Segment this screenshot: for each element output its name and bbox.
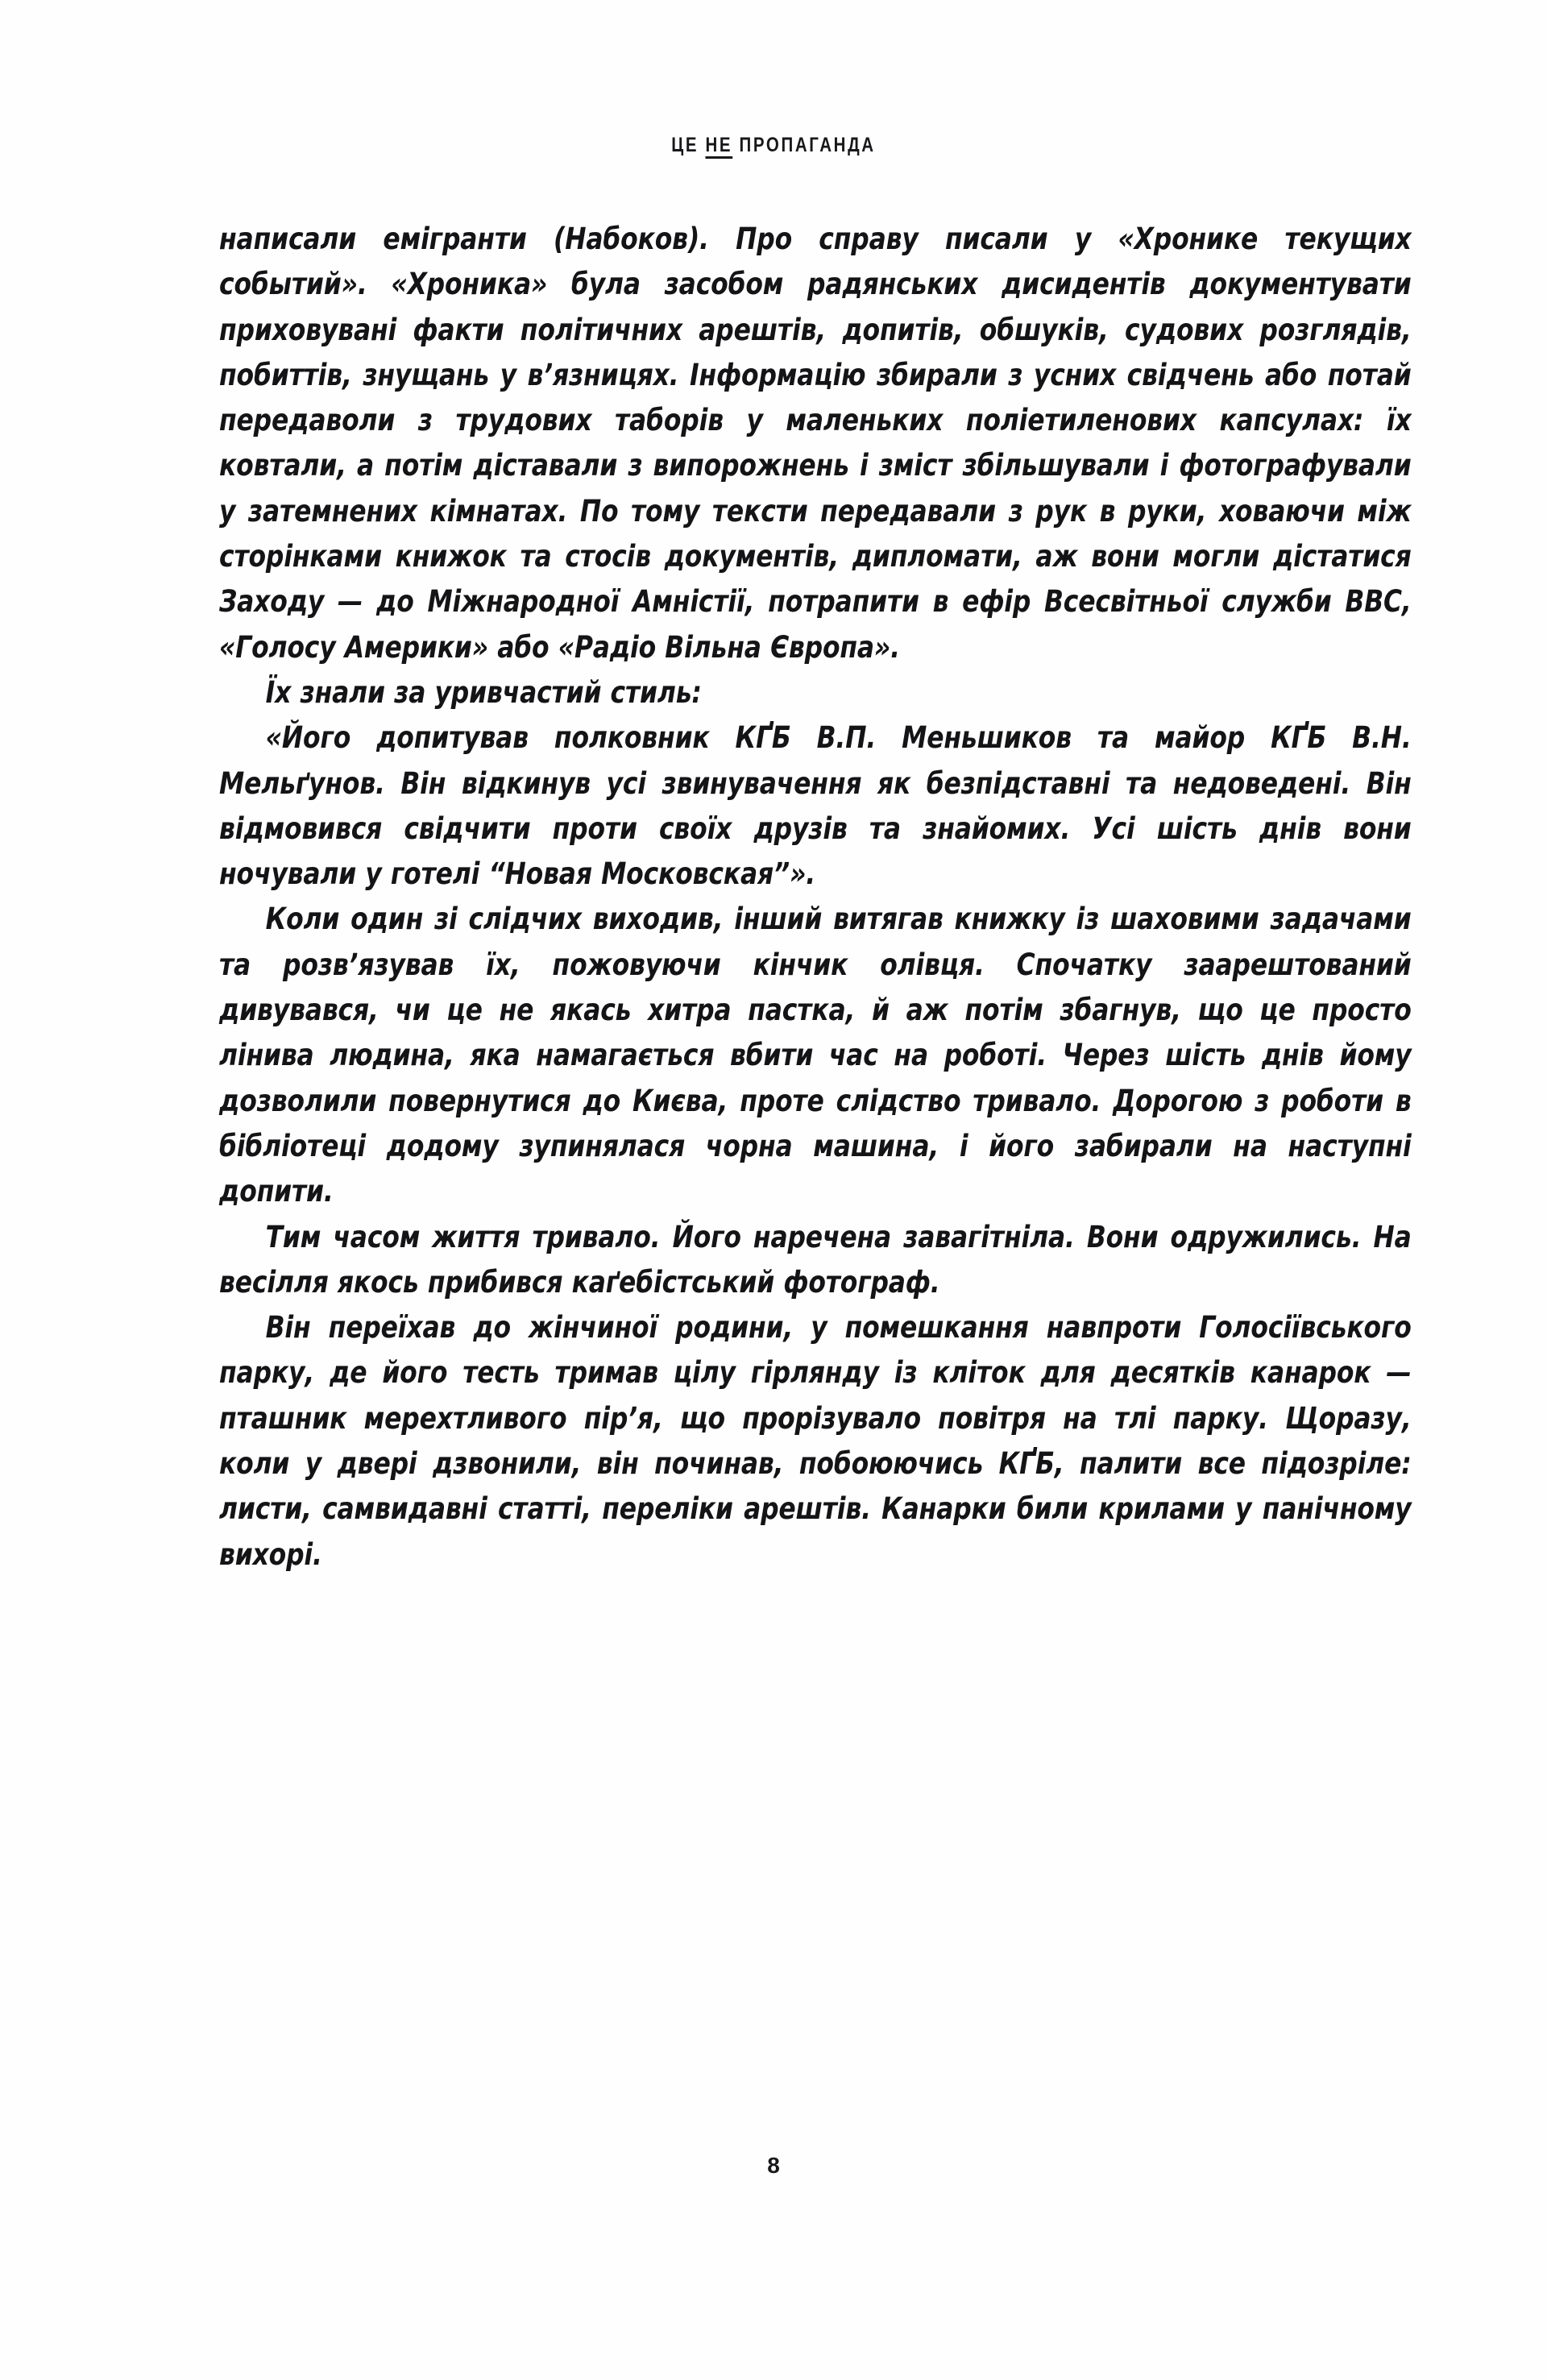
paragraph: Коли один зі слідчих виходив, інший витягав книжку із шаховими задачами та розв’язував їх, пожовуючи кінчик олівця. Спочатку заарештований дивувався, чи це не якась хитра пастка, й аж потім збагнув, що це просто лінива людина, яка намагається вбити час на роботі. Через шість днів йому дозволили повернутися до Києва, проте слідство тривало. Дорогою з роботи в бібліотеці додому зупинялася чорна машина, і його забирали на наступні допити. [219, 901, 1412, 1209]
paragraph-quotation: «Його допитував полковник КҐБ В.П. Меньшиков та майор КҐБ В.Н. Мельґунов. Він відкинув усі звинувачення як безпідставні та недоведені. Він відмовився свідчити проти своїх друзів та знайомих. Усі шість днів вони ночували у готелі “Новая Московская”». [219, 719, 1412, 892]
body-text-block [219, 216, 1412, 1577]
running-head-emphasis: НЕ [705, 134, 733, 156]
running-head-before: ЦЕ [671, 134, 706, 156]
running-head-after: ПРОПАГАНДА [732, 134, 876, 156]
running-head [139, 134, 1408, 157]
paragraph: Їх знали за уривчастий стиль: [265, 674, 702, 710]
page-number: 8 [767, 2153, 780, 2178]
paragraph: Він переїхав до жінчиної родини, у помешкання навпроти Голосіївського парку, де його тесть тримав цілу гірлянду із кліток для десятків канарок — пташник мерехтливого пір’я, що прорізувало повітря на тлі парку. Щоразу, коли у двері дзвонили, він починав, побоюючись КҐБ, палити все підозріле: листи, самвидавні статті, переліки арештів. Канарки били крилами у панічному вихорі. [219, 1309, 1412, 1572]
paragraph: Тим часом життя тривало. Його наречена завагітніла. Вони одружились. На весілля якось прибився каґебістський фотограф. [219, 1218, 1412, 1300]
paragraph: написали емігранти (Набоков). Про справу писали у «Хронике текущих событий». «Хроника» була засобом радянських дисидентів документувати приховувані факти політичних арештів, допитів, обшуків, судових розглядів, побиттів, знущань у в’язницях. Інформацію збирали з усних свідчень або потай передаволи з трудових таборів у маленьких поліетиленових капсулах: їх ковтали, а потім діставали з випорожнень і зміст збільшували і фотографували у затемнених кімнатах. По тому тексти передавали з рук в руки, ховаючи між сторінками книжок та стосів документів, дипломати, аж вони могли дістатися Заходу — до Міжнародної Амністії, потрапити в ефір Всесвітньої служби ВВС, «Голосу Америки» або «Радіо Вільна Європа». [219, 221, 1412, 665]
